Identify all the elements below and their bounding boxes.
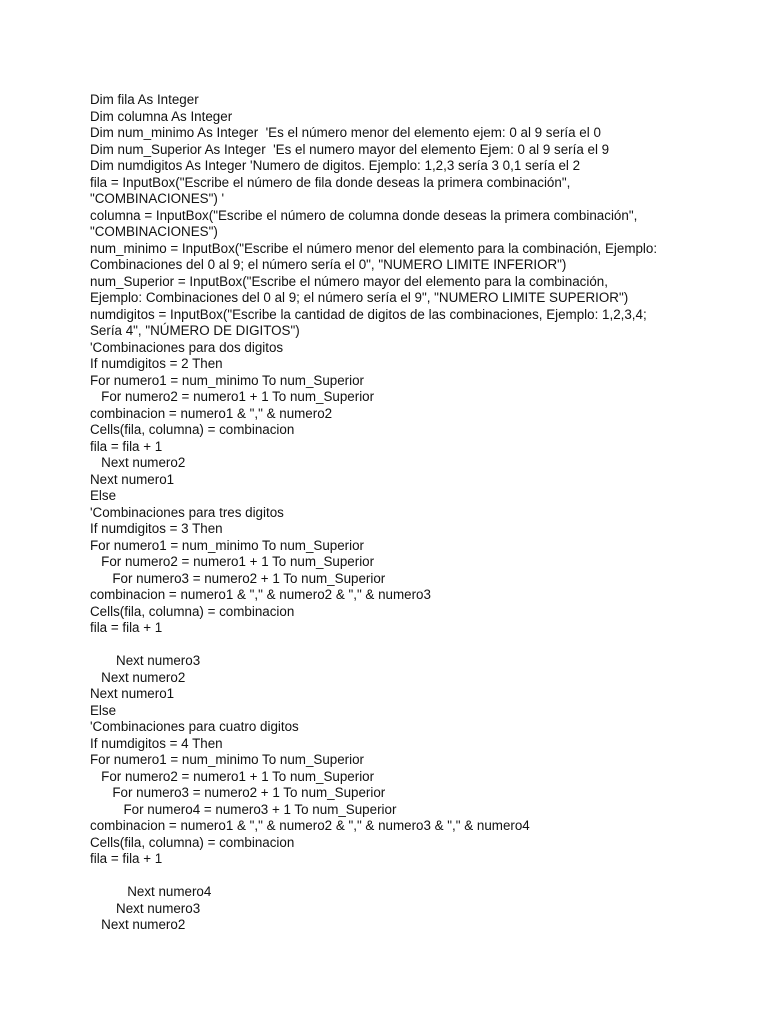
code-line: fila = InputBox("Escribe el número de fila donde deseas la primera combinación", <box>90 174 571 190</box>
code-line: Dim numdigitos As Integer 'Numero de digitos. Ejemplo: 1,2,3 sería 3 0,1 sería el 2 <box>90 158 581 173</box>
code-line: numdigitos = InputBox("Escribe la cantidad de digitos de las combinaciones, Ejemplo: 1,2,3,4; <box>90 306 647 322</box>
code-line: For numero1 = num_minimo To num_Superior <box>90 537 365 553</box>
code-line: "COMBINACIONES") ' <box>90 191 225 206</box>
code-line: Ejemplo: Combinaciones del 0 al 9; el número sería el 9", "NUMERO LIMITE SUPERIOR") <box>90 290 629 305</box>
code-line: Next numero1 <box>90 471 175 487</box>
code-line: combinacion = numero1 & "," & numero2 & "," & numero3 & "," & numero4 <box>90 818 530 833</box>
code-line <box>90 637 740 654</box>
code-line: Next numero2 <box>90 669 186 685</box>
code-line: columna = InputBox("Escribe el número de columna donde deseas la primera combinación", <box>90 207 638 223</box>
code-line: fila = fila + 1 <box>90 620 163 635</box>
code-line: Dim num_minimo As Integer 'Es el número menor del elemento ejem: 0 al 9 sería el 0 <box>90 125 601 140</box>
code-line: combinacion = numero1 & "," & numero2 <box>90 405 333 421</box>
code-line: Next numero3 <box>90 653 201 668</box>
code-line: For numero3 = numero2 + 1 To num_Superior <box>90 785 386 800</box>
code-line: For numero2 = numero1 + 1 To num_Superior <box>90 389 375 404</box>
code-line: For numero2 = numero1 + 1 To num_Superior <box>90 768 375 784</box>
code-line: If numdigitos = 3 Then <box>90 521 223 536</box>
code-line <box>90 868 740 885</box>
code-line: For numero3 = numero2 + 1 To num_Superior <box>90 570 386 586</box>
code-line: For numero4 = numero3 + 1 To num_Superior <box>90 801 397 817</box>
code-line: If numdigitos = 2 Then <box>90 356 223 371</box>
code-line: Cells(fila, columna) = combinacion <box>90 603 295 619</box>
code-line: num_minimo = InputBox("Escribe el número menor del elemento para la combinación, Ejemplo: <box>90 240 658 256</box>
code-line: Next numero1 <box>90 686 175 701</box>
code-line: Next numero2 <box>90 455 186 470</box>
code-line: For numero1 = num_minimo To num_Superior <box>90 752 365 767</box>
code-line: Sería 4", "NÚMERO DE DIGITOS") <box>90 323 300 338</box>
code-line: Dim fila As Integer <box>90 92 199 107</box>
code-listing <box>90 92 740 934</box>
code-line: fila = fila + 1 <box>90 851 163 866</box>
code-line: If numdigitos = 4 Then <box>90 735 223 751</box>
code-line: 'Combinaciones para tres digitos <box>90 504 284 520</box>
code-line: For numero2 = numero1 + 1 To num_Superior <box>90 554 375 569</box>
code-line: Dim columna As Integer <box>90 108 233 124</box>
code-line: Dim num_Superior As Integer 'Es el numero mayor del elemento Ejem: 0 al 9 sería el 9 <box>90 141 610 157</box>
code-line: combinacion = numero1 & "," & numero2 & "," & numero3 <box>90 587 431 602</box>
code-line: For numero1 = num_minimo To num_Superior <box>90 372 365 388</box>
code-line: 'Combinaciones para dos digitos <box>90 339 284 355</box>
code-line: Cells(fila, columna) = combinacion <box>90 422 295 437</box>
code-line: Combinaciones del 0 al 9; el número sería el 0", "NUMERO LIMITE INFERIOR") <box>90 257 567 272</box>
code-line: Next numero4 <box>90 884 212 899</box>
code-line: Next numero3 <box>90 900 201 916</box>
code-line: Cells(fila, columna) = combinacion <box>90 834 295 850</box>
code-line: 'Combinaciones para cuatro digitos <box>90 719 299 734</box>
code-line: "COMBINACIONES") <box>90 224 218 239</box>
code-line: Else <box>90 488 117 503</box>
code-line: Next numero2 <box>90 917 186 932</box>
code-line: Else <box>90 702 117 718</box>
code-line: fila = fila + 1 <box>90 438 163 454</box>
code-line: num_Superior = InputBox("Escribe el número mayor del elemento para la combinación, <box>90 273 608 289</box>
